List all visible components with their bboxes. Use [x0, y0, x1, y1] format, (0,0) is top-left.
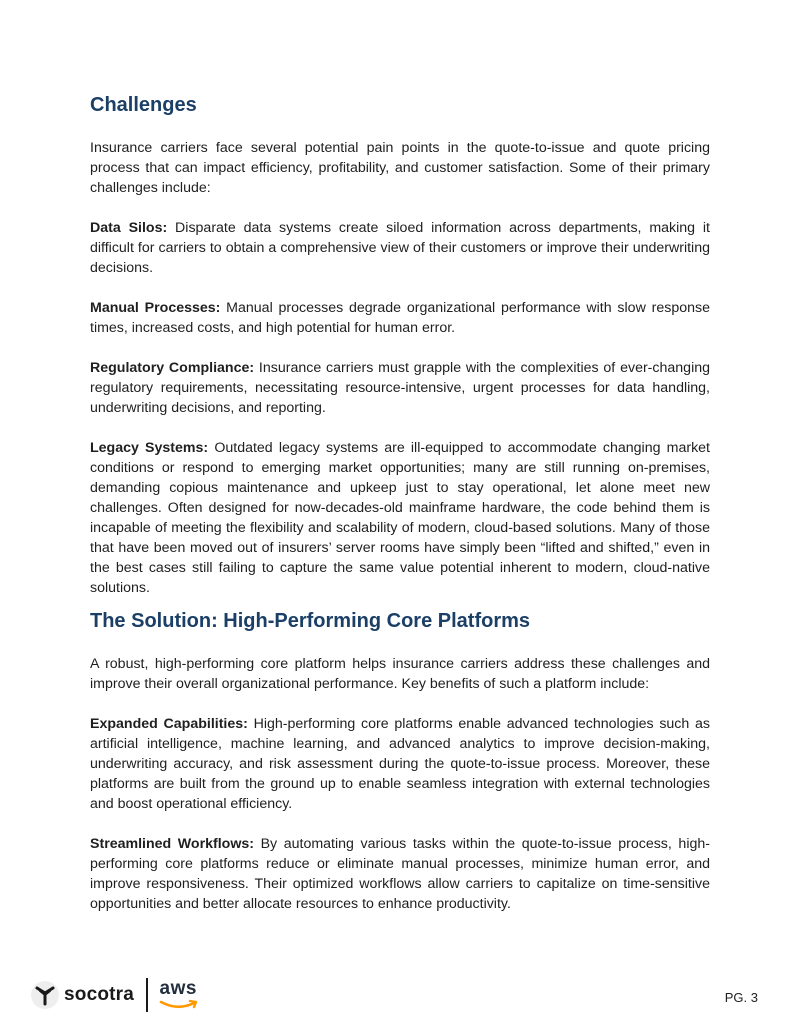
- socotra-wordmark: socotra: [64, 984, 135, 1005]
- term-expanded-capabilities: Expanded Capabilities:: [90, 716, 248, 732]
- challenge-data-silos: [90, 218, 710, 278]
- aws-smile-icon: [158, 998, 202, 1012]
- benefit-expanded-capabilities: [90, 714, 710, 814]
- text-data-silos: Disparate data systems create siloed information across departments, making it difficult for carriers to obtain a comprehensive view of their customers or improve their underwriting decisions.: [90, 220, 710, 276]
- heading-solution: The Solution: High-Performing Core Platforms: [90, 610, 531, 632]
- challenge-regulatory-compliance: [90, 358, 710, 418]
- aws-logo: [158, 978, 202, 1012]
- term-regulatory-compliance: Regulatory Compliance:: [90, 360, 255, 376]
- footer-logos: [30, 977, 202, 1013]
- challenges-intro: Insurance carriers face several potential pain points in the quote-to-issue and quote pricing process that can impact efficiency, profitability, and customer satisfaction. Some of their primary challenges include:: [90, 140, 710, 196]
- aws-wordmark: aws: [159, 978, 197, 999]
- logo-divider: [146, 978, 148, 1012]
- text-manual-processes: Manual processes degrade organizational performance with slow response times, increased costs, and high potential for human error.: [90, 300, 710, 336]
- text-streamlined-workflows: By automating various tasks within the quote-to-issue process, high-performing core platforms reduce or eliminate manual processes, minimize human error, and improve responsiveness. Their optimized workflows allow carriers to capitalize on time-sensitive opportunities and better allocate resources to enhance productivity.: [90, 836, 710, 912]
- term-streamlined-workflows: Streamlined Workflows:: [90, 836, 254, 852]
- challenge-legacy-systems: [90, 438, 710, 598]
- text-expanded-capabilities: High-performing core platforms enable advanced technologies such as artificial intelligence, machine learning, and advanced analytics to improve decision-making, underwriting accuracy, and risk assessment during the quote-to-issue process. Moreover, these platforms are built from the ground up to enable seamless integration with external technologies and boost operational efficiency.: [90, 716, 710, 812]
- challenge-manual-processes: [90, 298, 710, 338]
- term-data-silos: Data Silos:: [90, 220, 168, 236]
- term-legacy-systems: Legacy Systems:: [90, 440, 209, 456]
- benefit-streamlined-workflows: [90, 834, 710, 914]
- text-regulatory-compliance: Insurance carriers must grapple with the complexities of ever-changing regulatory requirements, necessitating resource-intensive, urgent processes for data handling, underwriting decisions, and reporting.: [90, 360, 710, 416]
- solution-intro: A robust, high-performing core platform helps insurance carriers address these challenges and improve their overall organizational performance. Key benefits of such a platform include:: [90, 656, 710, 692]
- term-manual-processes: Manual Processes:: [90, 300, 221, 316]
- text-legacy-systems: Outdated legacy systems are ill-equipped to accommodate changing market conditions or respond to emerging market opportunities; many are still running on-premises, demanding copious maintenance and upkeep just to stay operational, let alone meet new challenges. Often designed for now-decades-old mainframe hardware, the code behind them is incapable of meeting the flexibility and scalability of modern, cloud-based solutions. Many of those that have been moved out of insurers’ server rooms have simply been “lifted and shifted,” even in the best cases still failing to capture the same value potential inherent to modern, cloud-native solutions.: [90, 440, 710, 596]
- document-body: [90, 92, 710, 914]
- socotra-logo-icon: [30, 980, 60, 1010]
- page-number: PG. 3: [724, 990, 758, 1005]
- heading-challenges: Challenges: [90, 94, 197, 116]
